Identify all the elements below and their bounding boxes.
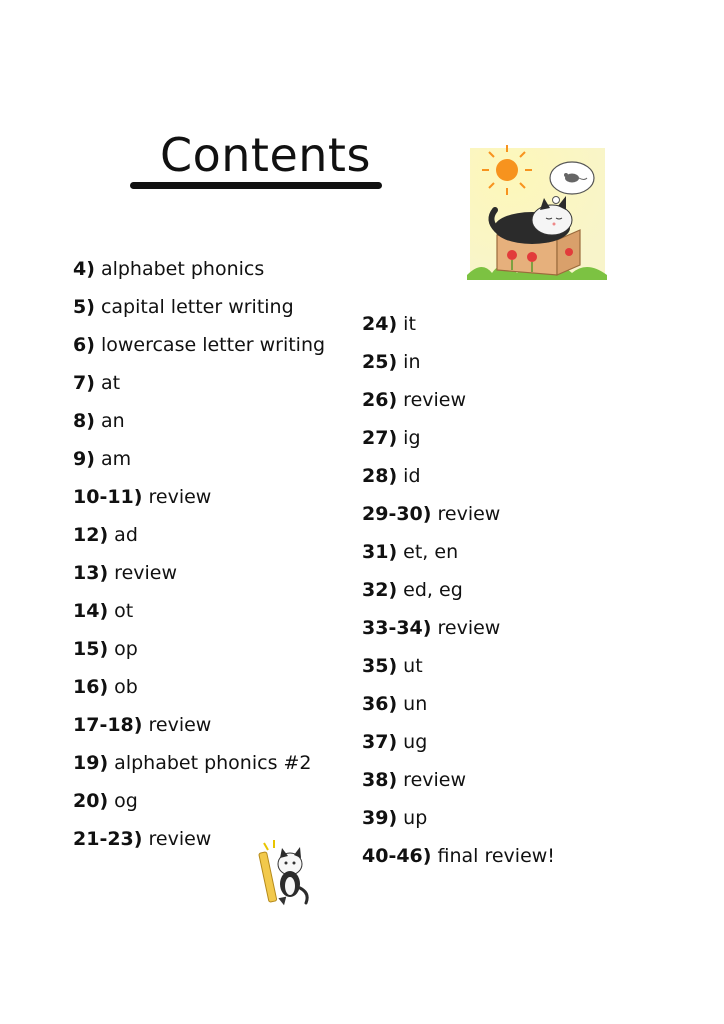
- toc-page-number: 33-34): [362, 617, 432, 639]
- toc-entry-label: lowercase letter writing: [100, 334, 326, 356]
- toc-page-number: 40-46): [362, 845, 432, 867]
- toc-entry: [362, 613, 555, 651]
- toc-entry-label: in: [403, 351, 421, 373]
- toc-entry-label: am: [100, 448, 132, 470]
- toc-entry: [73, 596, 325, 634]
- toc-entry-label: op: [114, 638, 138, 660]
- toc-entry-label: id: [403, 465, 421, 487]
- toc-page-number: 25): [362, 351, 398, 373]
- toc-entry: [362, 461, 555, 499]
- toc-entry: [362, 575, 555, 613]
- toc-page-number: 31): [362, 541, 398, 563]
- toc-entry: [73, 254, 325, 292]
- toc-entry: [362, 841, 555, 879]
- toc-page-number: 8): [73, 410, 95, 432]
- toc-page-number: 26): [362, 389, 398, 411]
- toc-entry-label: review: [403, 769, 467, 791]
- toc-entry: [73, 558, 325, 596]
- toc-page-number: 19): [73, 752, 109, 774]
- toc-entry-label: un: [403, 693, 428, 715]
- toc-page-number: 16): [73, 676, 109, 698]
- toc-entry-label: ed, eg: [403, 579, 463, 601]
- toc-page-number: 24): [362, 313, 398, 335]
- toc-entry: [73, 444, 325, 482]
- toc-entry: [73, 292, 325, 330]
- toc-entry: [362, 651, 555, 689]
- toc-entry: [73, 406, 325, 444]
- toc-entry-label: ig: [403, 427, 421, 449]
- toc-entry: [73, 786, 325, 824]
- toc-page-number: 36): [362, 693, 398, 715]
- toc-entry-label: an: [100, 410, 125, 432]
- toc-page-number: 37): [362, 731, 398, 753]
- toc-page-number: 27): [362, 427, 398, 449]
- toc-entry: [362, 309, 555, 347]
- toc-entry: [362, 423, 555, 461]
- toc-entry: [362, 499, 555, 537]
- toc-entry-label: alphabet phonics #2: [114, 752, 312, 774]
- toc-entry: [73, 330, 325, 368]
- toc-entry-label: capital letter writing: [100, 296, 294, 318]
- cat-with-pencil-illustration: [256, 838, 316, 908]
- toc-entry-label: ob: [114, 676, 138, 698]
- toc-page-number: 28): [362, 465, 398, 487]
- toc-entry-label: ut: [403, 655, 423, 677]
- toc-entry: [73, 748, 325, 786]
- toc-page-number: 6): [73, 334, 95, 356]
- toc-page-number: 4): [73, 258, 95, 280]
- toc-entry: [362, 803, 555, 841]
- toc-entry-label: it: [403, 313, 416, 335]
- toc-entry-label: et, en: [403, 541, 459, 563]
- toc-entry-label: review: [114, 562, 178, 584]
- sleeping-cat-in-box-illustration: [462, 140, 612, 285]
- toc-entry: [362, 727, 555, 765]
- toc-page-number: 38): [362, 769, 398, 791]
- toc-entry-label: final review!: [437, 845, 555, 867]
- page-title: Contents: [160, 128, 371, 182]
- toc-entry-label: ot: [114, 600, 134, 622]
- toc-page-number: 7): [73, 372, 95, 394]
- toc-entry: [362, 347, 555, 385]
- toc-page-number: 15): [73, 638, 109, 660]
- toc-entry: [73, 710, 325, 748]
- toc-entry: [362, 765, 555, 803]
- toc-entry-label: ug: [403, 731, 428, 753]
- toc-page-number: 12): [73, 524, 109, 546]
- title-underline: [130, 182, 382, 189]
- toc-entry-label: review: [403, 389, 467, 411]
- toc-entry-label: review: [148, 714, 212, 736]
- toc-page-number: 9): [73, 448, 95, 470]
- toc-entry: [73, 634, 325, 672]
- toc-left-column: [73, 254, 325, 862]
- toc-entry: [362, 689, 555, 727]
- toc-entry-label: ad: [114, 524, 138, 546]
- toc-entry-label: alphabet phonics: [100, 258, 265, 280]
- toc-page-number: 5): [73, 296, 95, 318]
- toc-entry: [362, 537, 555, 575]
- toc-page-number: 35): [362, 655, 398, 677]
- toc-page-number: 17-18): [73, 714, 143, 736]
- toc-page-number: 13): [73, 562, 109, 584]
- toc-entry: [73, 672, 325, 710]
- toc-right-column: [362, 309, 555, 879]
- toc-page-number: 21-23): [73, 828, 143, 850]
- toc-entry: [73, 482, 325, 520]
- toc-entry-label: og: [114, 790, 138, 812]
- toc-entry-label: up: [403, 807, 428, 829]
- toc-entry: [362, 385, 555, 423]
- toc-page-number: 32): [362, 579, 398, 601]
- toc-entry: [73, 368, 325, 406]
- toc-page-number: 20): [73, 790, 109, 812]
- toc-entry-label: review: [148, 486, 212, 508]
- toc-entry-label: at: [100, 372, 121, 394]
- toc-entry-label: review: [437, 503, 501, 525]
- toc-page-number: 29-30): [362, 503, 432, 525]
- toc-entry: [73, 520, 325, 558]
- toc-page-number: 10-11): [73, 486, 143, 508]
- toc-entry-label: review: [437, 617, 501, 639]
- toc-page-number: 14): [73, 600, 109, 622]
- toc-entry-label: review: [148, 828, 212, 850]
- toc-page-number: 39): [362, 807, 398, 829]
